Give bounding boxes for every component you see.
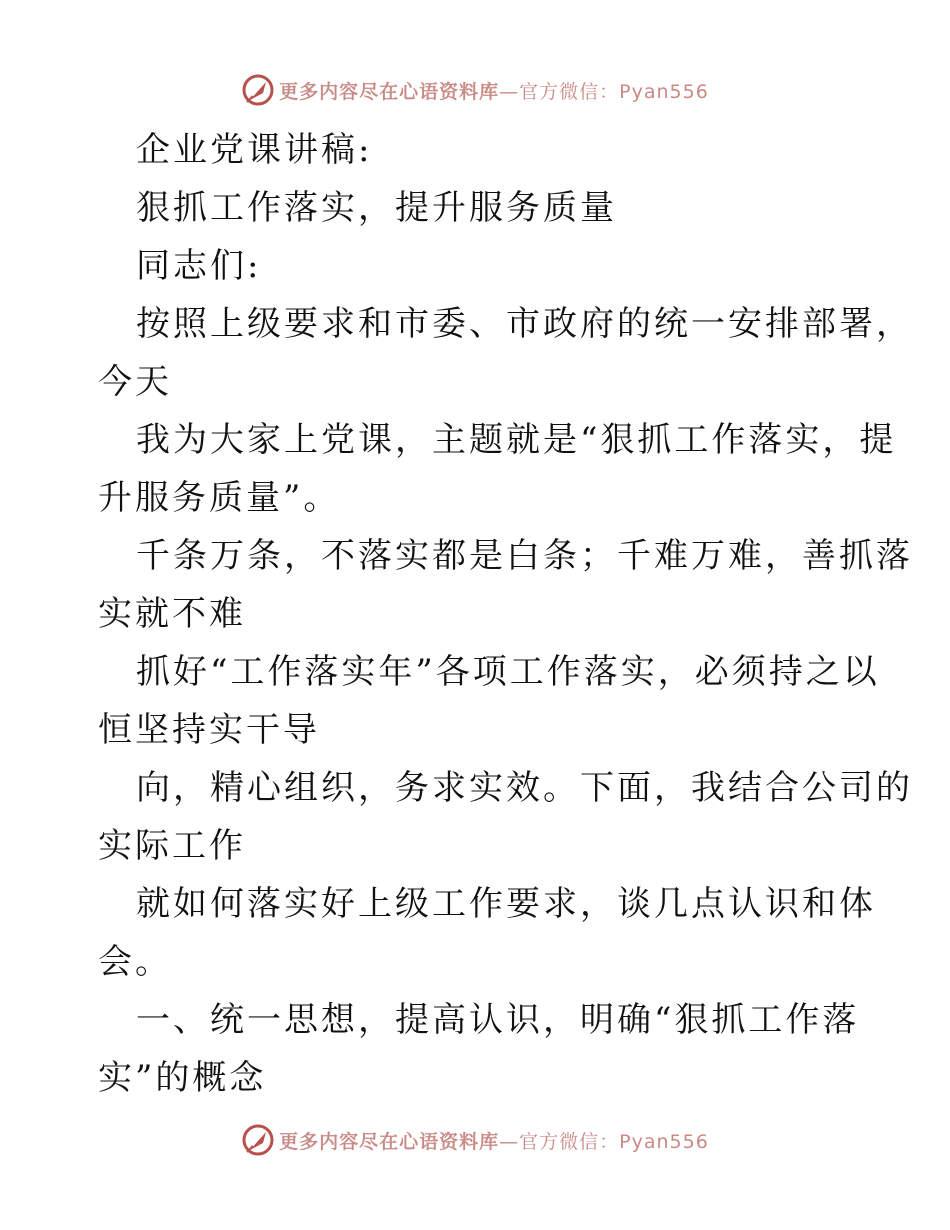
watermark-wechat-text: —官方微信：Pyan556 [499,80,709,103]
document-body [98,121,913,1107]
footer-watermark [0,1120,950,1160]
doc-line: 千条万条，不落实都是白条；千难万难，善抓落 [136,536,913,576]
watermark-site-text: 更多内容尽在心语资料库 [279,80,500,103]
doc-line: 抓好“工作落实年”各项工作落实，必须持之以 [136,652,880,692]
doc-line: 同志们: [136,246,262,286]
doc-line: 向，精心组织，务求实效。下面，我结合公司的 [136,768,913,808]
doc-line: 今天 [98,362,172,402]
doc-line: 升服务质量”。 [98,478,341,518]
doc-line: 实就不难 [98,594,246,634]
doc-line: 会。 [98,942,172,982]
doc-line: 企业党课讲稿: [136,130,373,170]
doc-line: 狠抓工作落实，提升服务质量 [136,188,617,228]
doc-line: 实”的概念 [98,1058,267,1098]
feather-pen-logo-icon [241,73,275,107]
header-watermark [0,70,950,110]
watermark-wechat-text: —官方微信：Pyan556 [499,1130,709,1153]
doc-line: 实际工作 [98,826,246,866]
feather-pen-logo-icon [241,1123,275,1157]
doc-line: 就如何落实好上级工作要求，谈几点认识和体 [136,884,876,924]
doc-line: 恒坚持实干导 [98,710,320,750]
doc-line: 一、统一思想，提高认识，明确“狠抓工作落 [136,1000,860,1040]
doc-line: 按照上级要求和市委、市政府的统一安排部署， [136,304,913,344]
watermark-site-text: 更多内容尽在心语资料库 [279,1130,500,1153]
doc-line: 我为大家上党课，主题就是“狠抓工作落实，提 [136,420,897,460]
